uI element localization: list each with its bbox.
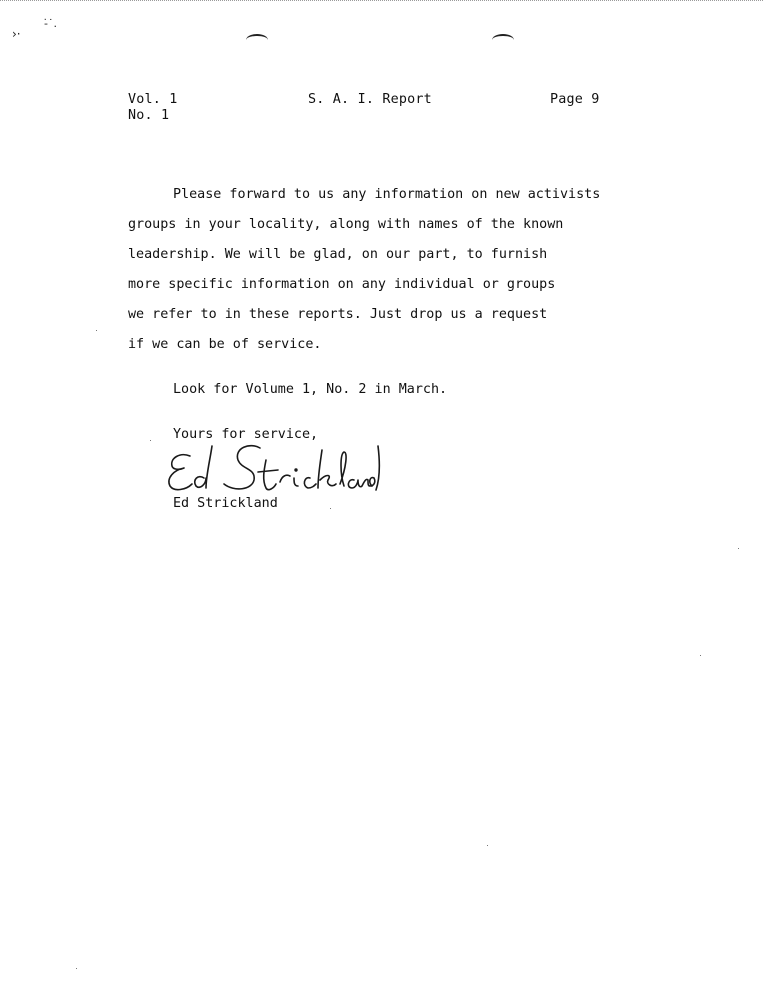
scan-speck: [330, 508, 331, 509]
hole-punch-arc: [246, 34, 268, 46]
page-number: Page 9: [550, 92, 600, 107]
scan-speck: [738, 548, 739, 549]
letter-body: [128, 180, 688, 450]
paragraph-line: leadership. We will be glad, on our part, to furnish: [128, 247, 548, 262]
issue-number-label: No. 1: [128, 108, 170, 123]
scan-speck: [150, 440, 151, 441]
scan-mark: -̇˙.: [44, 17, 57, 30]
handwritten-signature: [162, 438, 387, 498]
paragraph-line: groups in your locality, along with names of the known: [128, 217, 564, 232]
scan-mark: ›·: [12, 27, 21, 41]
closing-line: Yours for service,: [173, 427, 319, 442]
report-title: S. A. I. Report: [308, 92, 432, 107]
page-top-edge: [0, 0, 763, 3]
scan-speck: [76, 968, 77, 969]
hole-punch-arc: [492, 34, 514, 46]
scan-speck: [96, 330, 97, 331]
paragraph-line: more specific information on any individual or groups: [128, 277, 556, 292]
paragraph-line: Please forward to us any information on new activists: [173, 187, 601, 202]
typed-signature-name: Ed Strickland: [173, 496, 278, 511]
scan-speck: [700, 655, 701, 656]
scan-speck: [487, 845, 488, 846]
next-issue-note: Look for Volume 1, No. 2 in March.: [173, 382, 448, 397]
paragraph-line: if we can be of service.: [128, 337, 322, 352]
paragraph-line: we refer to in these reports. Just drop us a request: [128, 307, 548, 322]
volume-label: Vol. 1: [128, 92, 178, 107]
